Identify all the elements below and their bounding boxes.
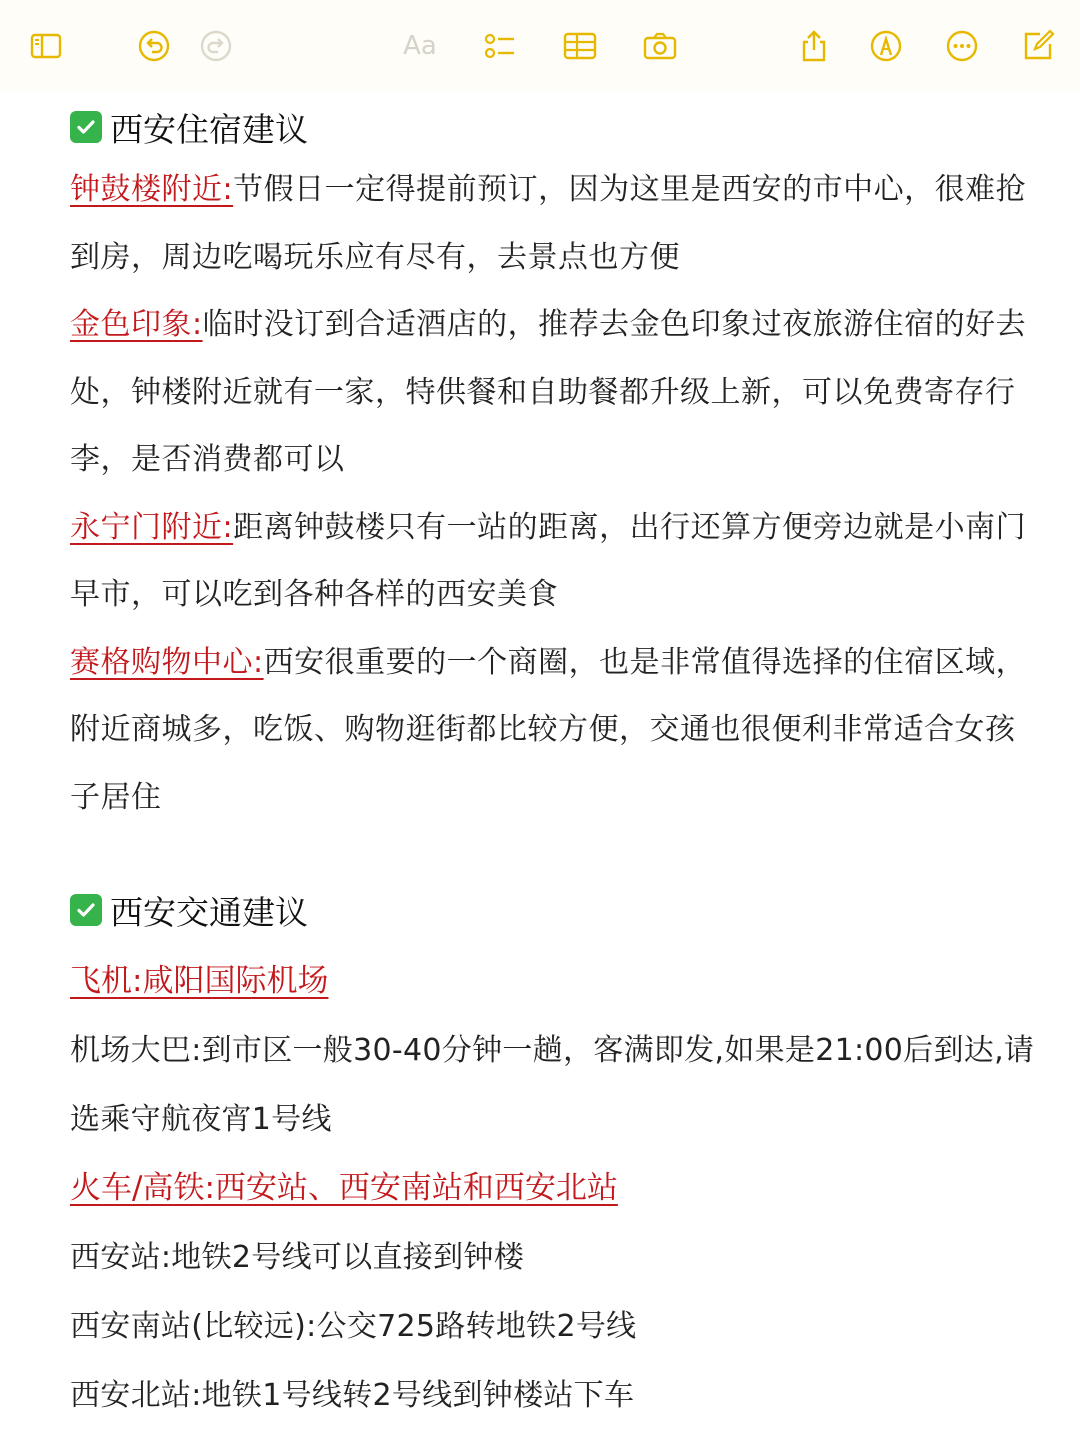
train-line: 西安北站:地铁1号线转2号线到钟楼站下车 — [70, 1378, 635, 1413]
train-line: 西安南站(比较远):公交725路转地铁2号线 — [70, 1309, 637, 1344]
train-label: 火车/高铁:西安站、西安南站和西安北站 — [70, 1170, 618, 1206]
note-body[interactable] — [70, 100, 1040, 1430]
section-heading-lodging — [70, 100, 1040, 154]
item-label: 金色印象: — [70, 307, 203, 342]
text-format-icon[interactable]: Aa — [403, 31, 437, 61]
markup-icon[interactable] — [866, 26, 906, 66]
more-icon[interactable] — [942, 26, 982, 66]
section-title: 西安住宿建议 — [110, 109, 308, 149]
item-text: 临时没订到合适酒店的，推荐去金色印象过夜旅游住宿的好去处，钟楼附近就有一家，特供餐和自助餐都升级上新，可以免费寄存行李，是否消费都可以 — [70, 307, 1027, 477]
section-title: 西安交通建议 — [110, 892, 308, 932]
share-icon[interactable] — [794, 26, 834, 66]
plane-text: 机场大巴:到市区一般30-40分钟一趟，客满即发,如果是21:00后到达,请选乘守航夜宵1号线 — [70, 1033, 1035, 1137]
check-mark-icon — [70, 894, 102, 926]
lodging-item — [70, 291, 1040, 494]
item-label: 钟鼓楼附近: — [70, 172, 234, 207]
check-mark-icon — [70, 111, 102, 143]
item-text: 距离钟鼓楼只有一站的距离，出行还算方便旁边就是小南门早市，可以吃到各种各样的西安美食 — [70, 509, 1027, 612]
redo-icon[interactable] — [196, 26, 236, 66]
notes-toolbar — [0, 0, 1080, 92]
item-text: 节假日一定得提前预订，因为这里是西安的市中心，很难抢到房，周边吃喝玩乐应有尽有，去景点也方便 — [70, 172, 1027, 275]
item-label: 永宁门附近: — [70, 509, 234, 545]
lodging-item — [70, 494, 1040, 629]
table-icon[interactable] — [560, 26, 600, 66]
section-heading-transport — [70, 883, 1040, 937]
item-label: 赛格购物中心: — [70, 644, 264, 680]
sidebar-icon[interactable] — [26, 26, 66, 66]
item-text: 西安很重要的一个商圈，也是非常值得选择的住宿区域，附近商城多，吃饭、购物逛街都比较方便，交通也很便利非常适合女孩子居住 — [70, 644, 1027, 815]
train-line: 西安站:地铁2号线可以直接到钟楼 — [70, 1240, 524, 1275]
compose-icon[interactable] — [1018, 26, 1058, 66]
checklist-icon[interactable] — [480, 26, 520, 66]
plane-label: 飞机:咸阳国际机场 — [70, 963, 329, 999]
lodging-item — [70, 629, 1040, 832]
undo-icon[interactable] — [134, 26, 174, 66]
camera-icon[interactable] — [640, 26, 680, 66]
lodging-item — [70, 156, 1040, 291]
